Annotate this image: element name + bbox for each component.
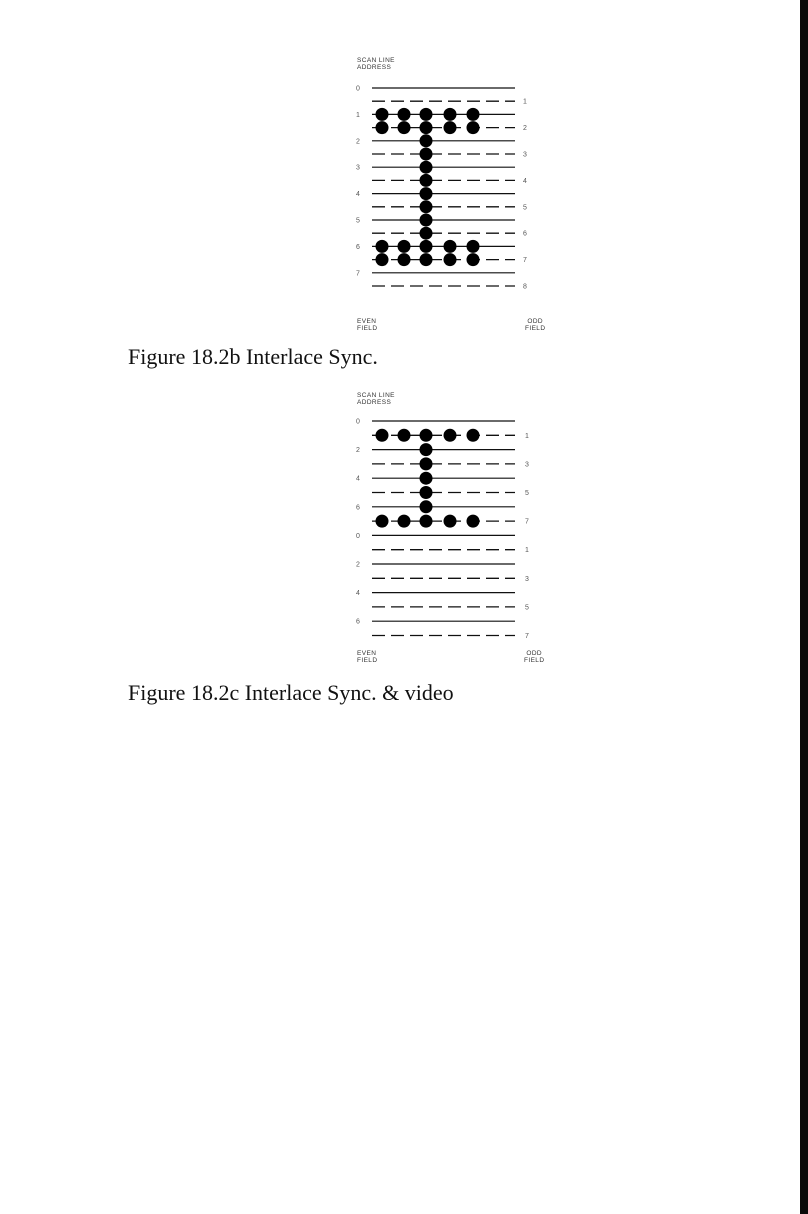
fig-b-header: [357, 57, 395, 71]
fig-c-pixel-dot: [420, 429, 433, 442]
fig-c-odd-line-number: 3: [525, 461, 529, 469]
fig-b-odd-line-number: 1: [523, 98, 527, 106]
fig-c-pixel-dot: [420, 443, 433, 456]
fig-c-odd-line-number: 1: [525, 547, 529, 555]
interlace-sync-video-diagram: [340, 410, 550, 646]
fig-c-footer-even-line1: EVEN: [357, 650, 377, 657]
fig-b-odd-line-number: 5: [523, 204, 527, 212]
interlace-sync-diagram: [340, 78, 550, 308]
fig-b-even-line-number: 1: [356, 111, 360, 119]
fig-b-footer-even: [357, 318, 377, 332]
fig-b-pixel-dot: [420, 108, 433, 121]
fig-c-pixel-dot: [467, 515, 480, 528]
fig-b-pixel-dot: [398, 121, 411, 134]
fig-b-pixel-dot: [376, 253, 389, 266]
fig-c-even-line-number: 2: [356, 561, 360, 569]
fig-b-pixel-dot: [420, 148, 433, 161]
fig-b-pixel-dot: [398, 108, 411, 121]
fig-c-even-line-number: 6: [356, 504, 360, 512]
fig-c-even-line-number: 0: [356, 418, 360, 426]
fig-b-pixel-dot: [467, 240, 480, 253]
fig-b-odd-line-number: 7: [523, 257, 527, 265]
fig-b-header-line2: ADDRESS: [357, 64, 392, 71]
fig-c-even-line-number: 2: [356, 447, 360, 455]
fig-b-pixel-dot: [376, 108, 389, 121]
fig-b-pixel-dot: [420, 174, 433, 187]
interlace-sync-svg: [340, 78, 550, 308]
fig-b-pixel-dot: [420, 227, 433, 240]
figure-18-2b-caption: Figure 18.2b Interlace Sync.: [128, 344, 378, 369]
fig-b-odd-line-number: 4: [523, 177, 527, 185]
fig-c-pixel-dot: [420, 500, 433, 513]
fig-b-odd-line-number: 3: [523, 151, 527, 159]
fig-c-pixel-dot: [420, 515, 433, 528]
fig-b-pixel-dot: [420, 161, 433, 174]
fig-b-pixel-dot: [467, 253, 480, 266]
fig-c-even-line-number: 6: [356, 618, 360, 626]
fig-c-pixel-dot: [420, 486, 433, 499]
fig-b-pixel-dot: [398, 253, 411, 266]
fig-c-odd-line-number: 5: [525, 490, 529, 497]
fig-b-even-line-number: 5: [356, 217, 360, 225]
fig-b-footer-even-line2: FIELD: [357, 325, 378, 332]
fig-b-odd-line-number: 8: [523, 283, 527, 291]
fig-b-pixel-dot: [467, 121, 480, 134]
fig-c-pixel-dot: [467, 429, 480, 442]
fig-b-pixel-dot: [420, 187, 433, 200]
fig-b-even-line-number: 2: [356, 138, 360, 146]
fig-b-footer-odd-line2: FIELD: [525, 325, 546, 332]
fig-c-footer-odd-line2: FIELD: [524, 657, 545, 664]
fig-c-header-line2: ADDRESS: [357, 399, 392, 406]
fig-b-pixel-dot: [444, 121, 457, 134]
fig-b-pixel-dot: [420, 240, 433, 253]
fig-c-footer-even-line2: FIELD: [357, 657, 378, 664]
fig-c-pixel-dot: [398, 515, 411, 528]
fig-c-pixel-dot: [376, 429, 389, 442]
fig-b-even-line-number: 3: [356, 164, 360, 172]
fig-b-pixel-dot: [444, 108, 457, 121]
fig-c-even-line-number: 4: [356, 475, 360, 483]
fig-b-pixel-dot: [444, 240, 457, 253]
fig-c-odd-line-number: 7: [525, 633, 529, 640]
fig-c-pixel-dot: [420, 457, 433, 470]
fig-c-header-line1: SCAN LINE: [357, 392, 395, 399]
figure-18-2c-caption: Figure 18.2c Interlace Sync. & video: [128, 680, 454, 705]
fig-b-pixel-dot: [420, 200, 433, 213]
fig-b-pixel-dot: [420, 253, 433, 266]
fig-c-pixel-dot: [444, 429, 457, 442]
fig-b-pixel-dot: [420, 121, 433, 134]
fig-c-even-line-number: 4: [356, 590, 360, 598]
fig-c-footer-odd-line1: ODD: [526, 650, 543, 657]
fig-c-odd-line-number: 1: [525, 432, 529, 440]
fig-b-footer-odd: [525, 318, 545, 332]
fig-b-pixel-dot: [467, 108, 480, 121]
scan-edge-strip: [800, 0, 808, 1214]
fig-c-odd-line-number: 3: [525, 575, 529, 583]
fig-b-odd-line-number: 6: [523, 230, 527, 238]
fig-c-footer-odd: [524, 650, 544, 664]
fig-c-pixel-dot: [420, 472, 433, 485]
fig-c-pixel-dot: [444, 515, 457, 528]
fig-b-pixel-dot: [420, 214, 433, 227]
fig-b-footer-odd-line1: ODD: [527, 318, 544, 325]
fig-b-pixel-dot: [398, 240, 411, 253]
fig-c-pixel-dot: [398, 429, 411, 442]
fig-b-even-line-number: 0: [356, 85, 360, 93]
fig-c-even-line-number: 0: [356, 532, 360, 540]
fig-b-even-line-number: 4: [356, 191, 360, 199]
fig-c-pixel-dot: [376, 515, 389, 528]
fig-b-footer-even-line1: EVEN: [357, 318, 377, 325]
interlace-sync-video-svg: [340, 410, 550, 646]
fig-b-pixel-dot: [420, 134, 433, 147]
fig-b-odd-line-number: 2: [523, 125, 527, 133]
fig-c-odd-line-number: 7: [525, 518, 529, 526]
fig-b-header-line1: SCAN LINE: [357, 57, 395, 64]
fig-c-header: [357, 392, 395, 406]
fig-b-even-line-number: 6: [356, 243, 360, 251]
fig-b-pixel-dot: [376, 240, 389, 253]
fig-b-even-line-number: 7: [356, 270, 360, 278]
fig-b-pixel-dot: [376, 121, 389, 134]
fig-b-pixel-dot: [444, 253, 457, 266]
fig-c-odd-line-number: 5: [525, 604, 529, 612]
fig-c-footer-even: [357, 650, 377, 664]
